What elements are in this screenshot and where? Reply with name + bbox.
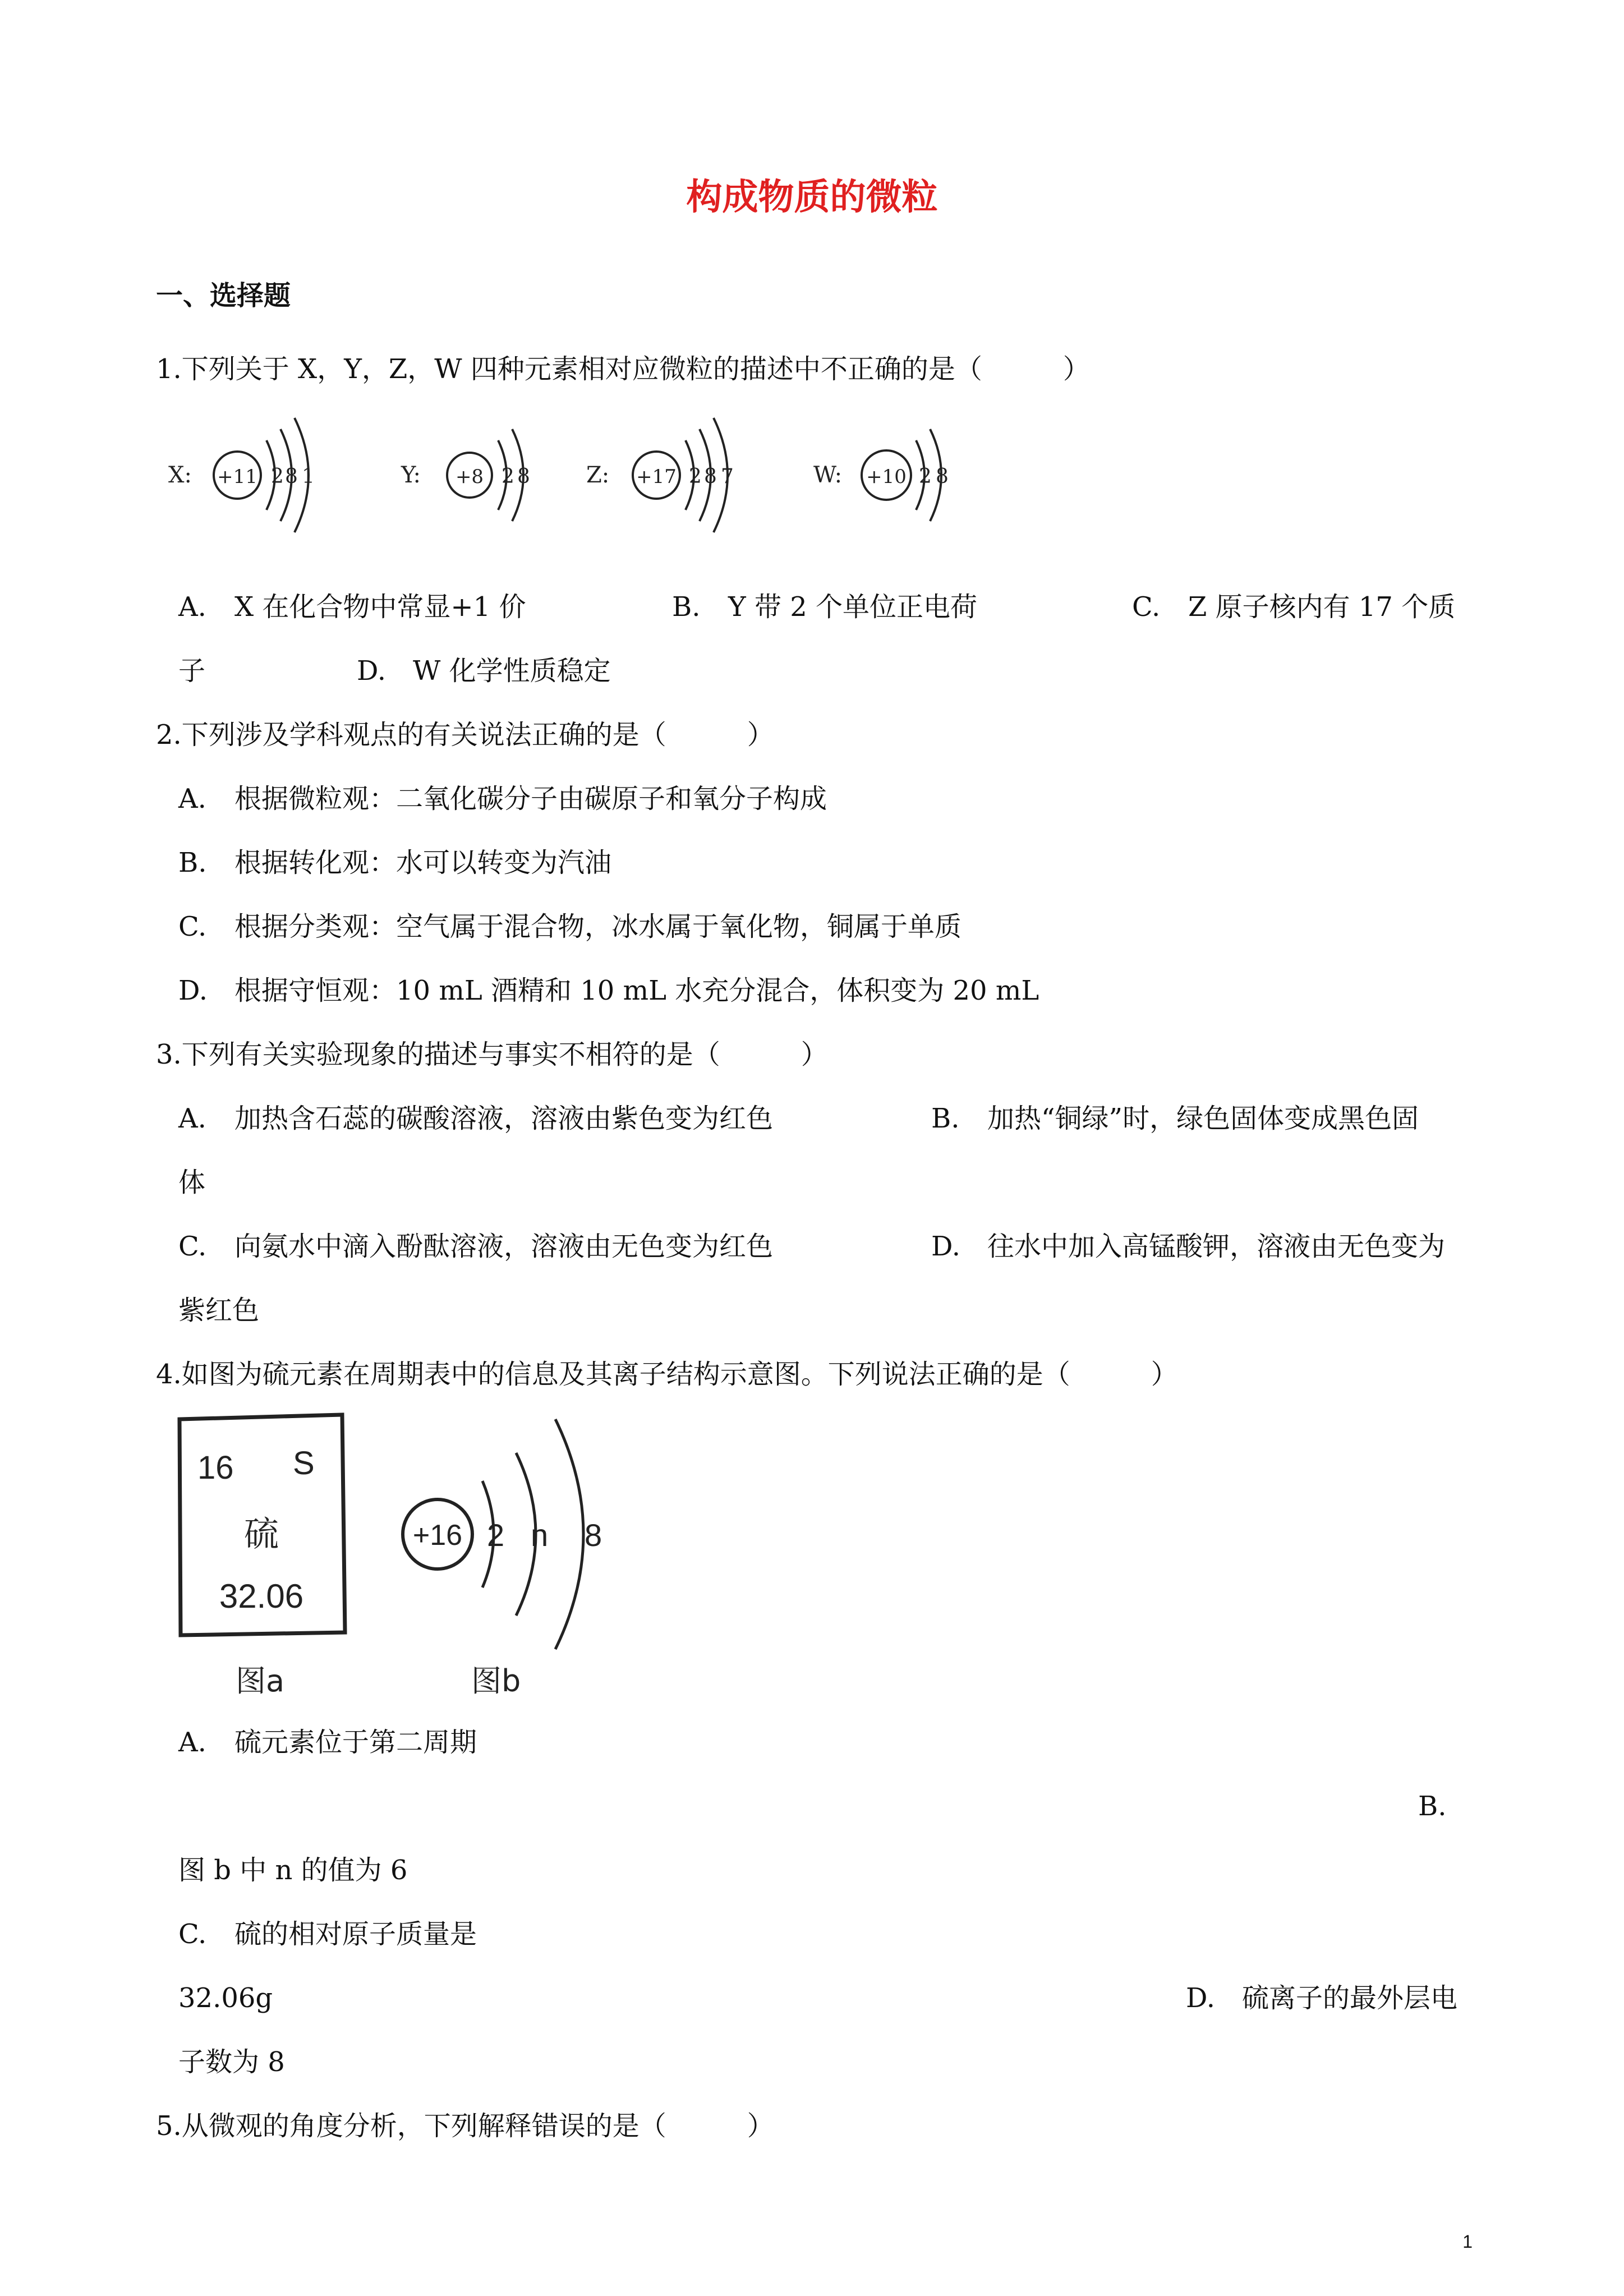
option-text: 加热含石蕊的碳酸溶液，溶液由紫色变为红色 [234, 1103, 774, 1134]
option-letter: A. [178, 591, 206, 623]
atom-shell-w-1: 2 [919, 465, 932, 488]
ion-nucleus: +16 [412, 1519, 463, 1552]
atom-diagram-y [401, 429, 530, 521]
q1-option-d [357, 655, 611, 687]
option-letter: A. [178, 1103, 206, 1134]
option-text: 硫的相对原子质量是 [234, 1918, 477, 1950]
q2-option-b [178, 849, 611, 876]
atom-diagram-x [168, 418, 315, 532]
option-text: Y 带 2 个单位正电荷 [728, 591, 978, 623]
q5-stem: 5.从微观的角度分析，下列解释错误的是（ ） [156, 2110, 774, 2142]
q2-option-c [178, 913, 961, 940]
option-letter: A. [178, 1727, 206, 1758]
option-text: W 化学性质稳定 [413, 655, 611, 687]
q4-option-c [178, 1918, 477, 1950]
element-symbol: S [293, 1445, 315, 1481]
atom-nucleus-y: +8 [455, 466, 484, 488]
q4-option-b: 图 b 中 n 的值为 6 [178, 1855, 408, 1886]
atom-label-x: X: [168, 462, 192, 488]
q3-option-b [931, 1105, 1419, 1132]
option-text: Z 原子核内有 17 个质 [1188, 591, 1456, 623]
atom-label-y: Y: [401, 462, 421, 488]
atom-shell-x-1: 2 [271, 465, 284, 488]
atom-shell-z-3: 7 [721, 465, 734, 488]
atom-shell-y-2: 8 [517, 465, 530, 488]
q4-option-a [178, 1729, 477, 1756]
option-text: 硫离子的最外层电 [1242, 1982, 1458, 2014]
page-number: 1 [1462, 2231, 1473, 2252]
ion-shell-2: n [531, 1517, 549, 1553]
q4-option-c-wrap: 32.06g [178, 1982, 273, 2014]
atom-shell-z-2: 8 [704, 465, 717, 488]
ion-shell-3: 8 [585, 1517, 602, 1553]
q3-option-d-wrap: 紫红色 [178, 1295, 260, 1326]
option-text: X 在化合物中常显+1 价 [234, 591, 526, 623]
ion-diagram-sulfur [403, 1419, 602, 1649]
option-letter: C. [178, 911, 207, 942]
option-text: 根据微粒观：二氧化碳分子由碳原子和氧分子构成 [234, 783, 827, 815]
q4-option-b-letter: B. [1418, 1791, 1447, 1822]
q1-option-a [178, 591, 526, 623]
atom-shell-x-3: 1 [302, 465, 315, 488]
atom-label-w: W: [813, 462, 843, 488]
q1-atom-diagrams [168, 407, 987, 541]
atomic-mass: 32.06 [219, 1577, 304, 1615]
q4-option-d [1186, 1982, 1458, 2014]
atom-nucleus-x: +11 [217, 466, 257, 488]
q3-option-a [178, 1105, 773, 1132]
q2-stem: 2.下列涉及学科观点的有关说法正确的是（ ） [156, 719, 774, 751]
figure-b-caption: 图b [471, 1663, 521, 1699]
option-letter: C. [178, 1918, 207, 1950]
q3-option-c [178, 1233, 773, 1260]
q4-option-d-wrap: 子数为 8 [178, 2046, 285, 2078]
q1-option-c [1132, 591, 1456, 623]
atom-diagram-w [813, 429, 949, 521]
option-text: 根据转化观：水可以转变为汽油 [234, 847, 612, 878]
q2-option-d [178, 977, 1039, 1004]
option-text: 加热“铜绿”时，绿色固体变成黑色固 [987, 1103, 1419, 1134]
option-letter: B. [672, 591, 701, 623]
option-text: 往水中加入高锰酸钾，溶液由无色变为 [987, 1231, 1446, 1262]
option-text: 向氨水中滴入酚酞溶液，溶液由无色变为红色 [234, 1231, 774, 1262]
atomic-number: 16 [197, 1450, 234, 1486]
option-letter: B. [178, 847, 207, 878]
atom-shell-z-1: 2 [689, 465, 702, 488]
q3-stem: 3.下列有关实验现象的描述与事实不相符的是（ ） [156, 1039, 828, 1070]
option-text: 硫元素位于第二周期 [234, 1727, 477, 1758]
document-title: 构成物质的微粒 [686, 177, 938, 218]
element-cell-sulfur [180, 1415, 345, 1635]
option-letter: D. [931, 1231, 961, 1262]
option-letter: D. [178, 975, 208, 1006]
ion-shell-1: 2 [487, 1517, 505, 1553]
q3-option-d [931, 1233, 1445, 1260]
q1-stem: 1.下列关于 X，Y，Z，W 四种元素相对应微粒的描述中不正确的是（ ） [156, 353, 1090, 385]
atom-shell-y-1: 2 [502, 465, 514, 488]
option-letter: C. [1132, 591, 1161, 623]
option-letter: D. [357, 655, 387, 687]
option-letter: A. [178, 783, 206, 815]
q2-option-a [178, 783, 827, 815]
q4-stem: 4.如图为硫元素在周期表中的信息及其离子结构示意图。下列说法正确的是（ ） [156, 1359, 1178, 1390]
option-letter: C. [178, 1231, 207, 1262]
element-name: 硫 [243, 1513, 279, 1554]
atom-nucleus-z: +17 [636, 466, 677, 488]
atom-diagram-z [586, 418, 734, 532]
figure-a-caption: 图a [236, 1663, 285, 1699]
q3-option-b-wrap: 体 [178, 1167, 206, 1198]
section-heading: 一、选择题 [156, 280, 291, 311]
atom-label-z: Z: [586, 462, 610, 488]
option-letter: B. [931, 1103, 960, 1134]
atom-nucleus-w: +10 [866, 466, 907, 488]
q1-option-c-wrap: 子 [178, 655, 206, 687]
option-letter: D. [1186, 1982, 1216, 2014]
option-text: 根据守恒观：10 mL 酒精和 10 mL 水充分混合，体积变为 20 mL [234, 975, 1039, 1006]
q1-option-b [672, 591, 978, 623]
atom-shell-w-2: 8 [936, 465, 949, 488]
option-text: 根据分类观：空气属于混合物，冰水属于氧化物，铜属于单质 [234, 911, 962, 942]
atom-shell-x-2: 8 [285, 465, 298, 488]
q4-figures [168, 1408, 628, 1705]
